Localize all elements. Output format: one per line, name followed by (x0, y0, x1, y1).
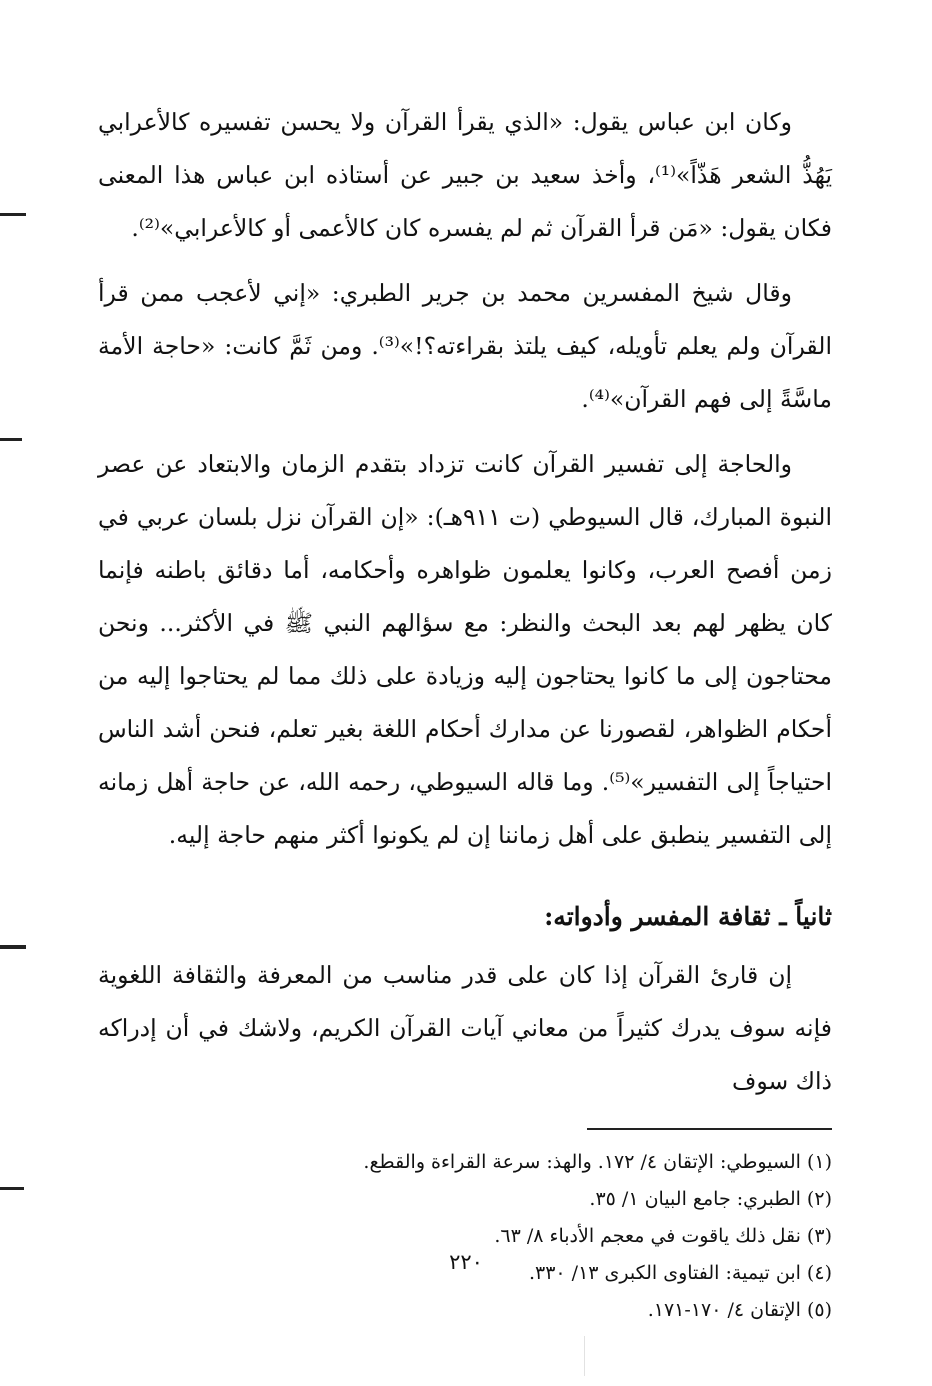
paragraph-3: والحاجة إلى تفسير القرآن كانت تزداد بتقدم الزمان والابتعاد عن عصر النبوة المبارك، قال السيوطي (ت ٩١١هـ): «إن القرآن نزل بلسان عربي في زمن أفصح العرب، وكانوا يعلمون ظواهره وأحكامه، أما دقائق باطنه فإنما كان يظهر لهم بعد البحث والنظر: مع سؤالهم النبي ﷺ في الأكثر... ونحن محتاجون إلى ما كانوا يحتاجون إليه وزيادة على ذلك مما لم يحتاجوا إليه من أحكام الظواهر، لقصورنا عن مدارك أحكام اللغة بغير تعلم، فنحن أشد الناس احتياجاً إلى التفسير»⁽⁵⁾. وما قاله السيوطي، رحمه الله، عن حاجة أهل زمانه إلى التفسير ينطبق على أهل زماننا إن لم يكونوا أكثر منهم حاجة إليه. (98, 450, 832, 849)
section-heading: ثانياً ـ ثقافة المفسر وأدواته: (544, 902, 832, 931)
footnote-4: (٤) ابن تيمية: الفتاوى الكبرى ١٣/ ٣٣٠. (528, 1262, 832, 1284)
page-body (98, 96, 832, 1329)
main-text (98, 96, 832, 862)
footnote-2: (٢) الطبري: جامع البيان ١/ ٣٥. (589, 1188, 832, 1210)
scan-edge-mark (0, 213, 26, 216)
scan-edge-mark (0, 1187, 24, 1190)
scan-artifact-line (584, 1336, 585, 1376)
paragraph-2: وقال شيخ المفسرين محمد بن جرير الطبري: «إني لأعجب ممن قرأ القرآن ولم يعلم تأويله، كيف يلتذ بقراءته؟!»⁽³⁾. ومن ثَمَّ كانت: «حاجة الأمة ماسَّةً إلى فهم القرآن»⁽⁴⁾. (98, 279, 832, 413)
footnote-3: (٣) نقل ذلك ياقوت في معجم الأدباء ٨/ ٦٣. (494, 1225, 832, 1247)
section-paragraph: إن قارئ القرآن إذا كان على قدر مناسب من المعرفة والثقافة اللغوية فإنه سوف يدرك كثيراً من معاني آيات القرآن الكريم، ولاشك في أن إدراكه ذاك سوف (98, 961, 832, 1095)
scan-edge-mark (0, 945, 26, 949)
scan-edge-mark (0, 438, 22, 441)
paragraph-1: وكان ابن عباس يقول: «الذي يقرأ القرآن ولا يحسن تفسيره كالأعرابي يَهُذُّ الشعر هَذّاً»⁽¹⁾، وأخذ سعيد بن جبير عن أستاذه ابن عباس هذا المعنى فكان يقول: «مَن قرأ القرآن ثم لم يفسره كان كالأعمى أو كالأعرابي»⁽²⁾. (98, 108, 832, 242)
footnote-1: (١) السيوطي: الإتقان ٤/ ١٧٢. والهذ: سرعة القراءة والقطع. (363, 1151, 832, 1173)
footnote-separator (587, 1128, 832, 1130)
footnotes (98, 1144, 832, 1329)
footnote-5: (٥) الإتقان ٤/ ١٧٠-١٧١. (647, 1299, 832, 1321)
page-number: ٢٢٠ (449, 1250, 483, 1274)
